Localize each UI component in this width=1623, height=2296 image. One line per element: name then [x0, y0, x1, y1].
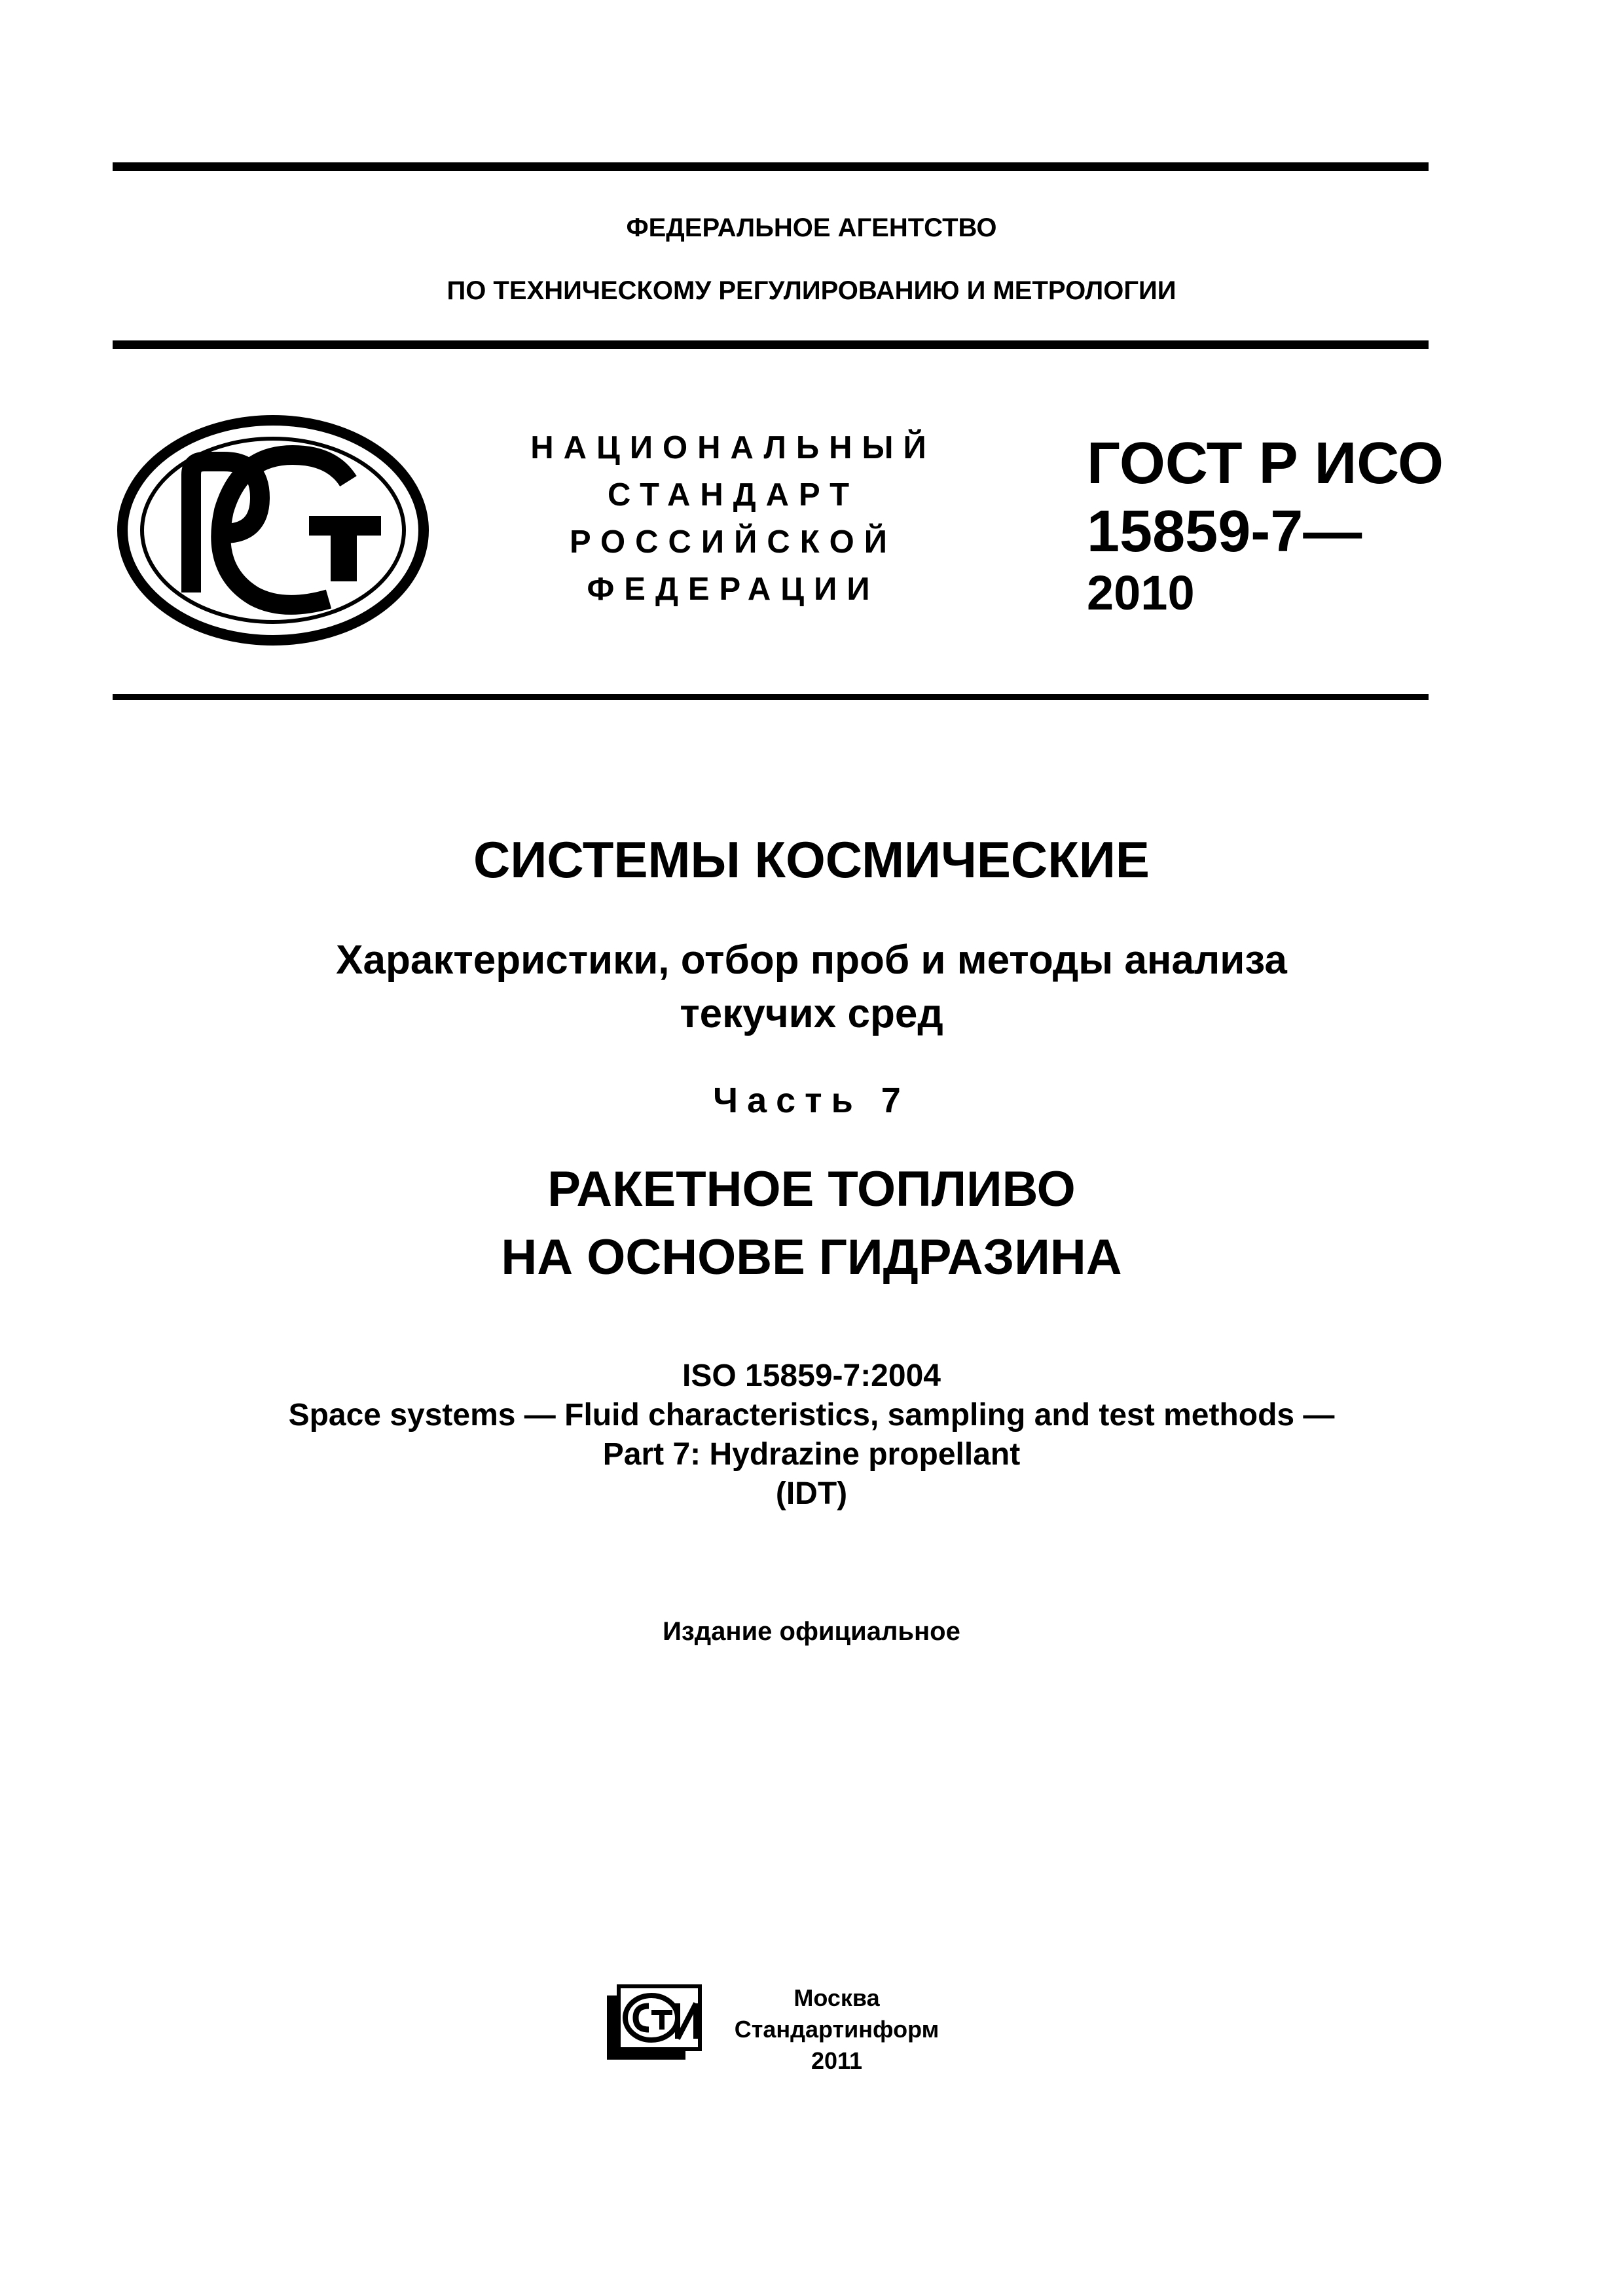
gost-designation — [1087, 429, 1480, 621]
publisher-year: 2011 — [811, 2047, 863, 2074]
top-rule — [113, 162, 1429, 171]
part-title-line-1: РАКЕТНОЕ ТОПЛИВО — [547, 1161, 1076, 1217]
iso-title-line-2: Part 7: Hydrazine propellant — [602, 1437, 1021, 1472]
publisher-city: Москва — [793, 1984, 880, 2011]
agency-line-1: ФЕДЕРАЛЬНОЕ АГЕНТСТВО — [626, 213, 997, 242]
national-line-3: РОССИЙСКОЙ — [570, 524, 897, 560]
subtitle-line-1: Характеристики, отбор проб и методы анализа — [336, 938, 1287, 983]
gost-line-2: 15859-7— — [1087, 499, 1362, 564]
publisher-block — [725, 1982, 948, 2077]
standard-block-rule — [113, 694, 1429, 700]
standartinform-logo-icon — [604, 1984, 702, 2062]
gost-line-1: ГОСТ Р ИСО — [1087, 431, 1444, 496]
gost-year: 2010 — [1087, 566, 1195, 620]
iso-title-line-1: Space systems — Fluid characteristics, sampling and test methods — — [288, 1398, 1335, 1432]
main-title: СИСТЕМЫ КОСМИЧЕСКИЕ — [473, 831, 1150, 888]
national-standard-label — [498, 424, 969, 613]
iso-number: ISO 15859-7:2004 — [682, 1358, 941, 1393]
edition-label: Издание официальное — [663, 1617, 960, 1646]
national-line-1: НАЦИОНАЛЬНЫЙ — [530, 430, 936, 465]
publisher-name: Стандартинформ — [734, 2016, 939, 2043]
national-line-4: ФЕДЕРАЦИИ — [587, 572, 880, 607]
subtitle-line-2: текучих сред — [680, 991, 943, 1036]
agency-line-2: ПО ТЕХНИЧЕСКОМУ РЕГУЛИРОВАНИЮ И МЕТРОЛОГИИ — [447, 276, 1176, 305]
rst-certification-logo-icon — [113, 412, 433, 648]
national-line-2: СТАНДАРТ — [607, 477, 860, 513]
part-title-line-2: НА ОСНОВЕ ГИДРАЗИНА — [501, 1230, 1122, 1285]
header-rule — [113, 340, 1429, 349]
part-number: Часть 7 — [713, 1081, 910, 1120]
iso-identity-marker: (IDT) — [775, 1476, 848, 1511]
